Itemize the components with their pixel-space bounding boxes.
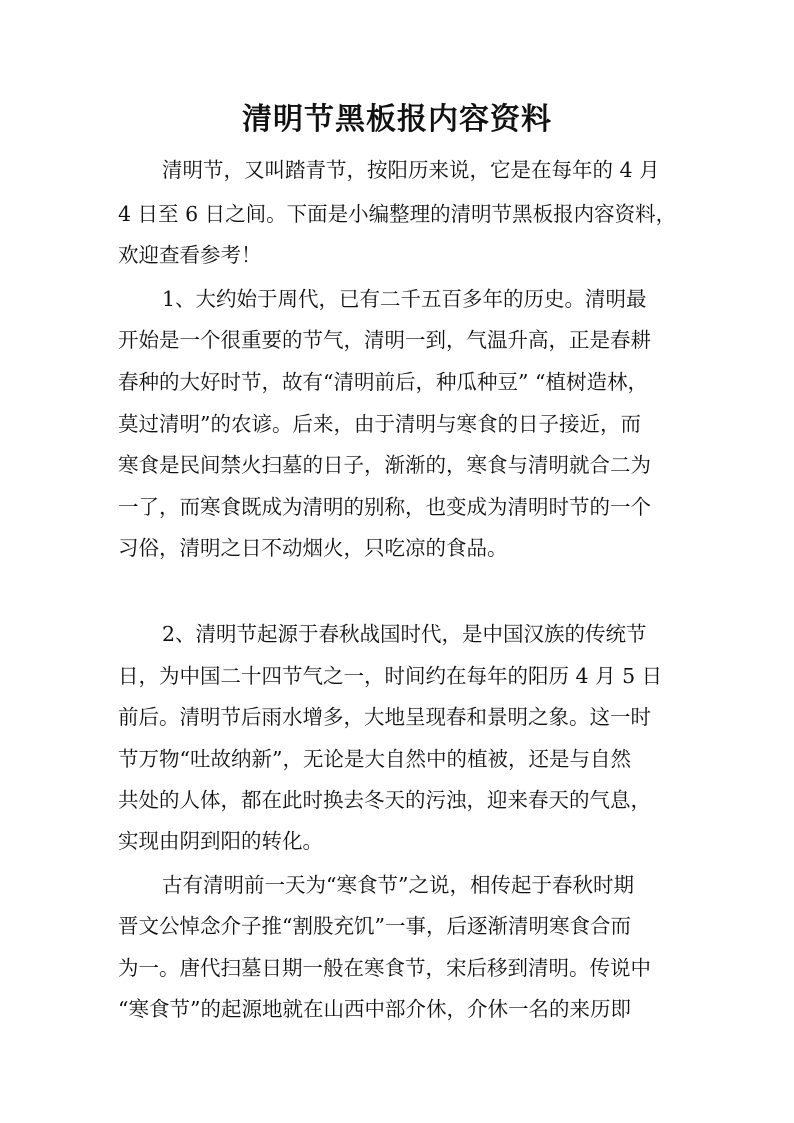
paragraph-line: 古有清明前一天为“寒食节”之说，相传起于春秋时期 xyxy=(162,873,634,897)
paragraph-line: 共处的人体，都在此时换去冬天的污浊，迎来春天的气息， xyxy=(118,788,651,812)
paragraph-line: 2、清明节起源于春秋战国时代，是中国汉族的传统节 xyxy=(162,622,647,646)
paragraph-line: 春种的大好时节，故有“清明前后，种瓜种豆” “植树造林， xyxy=(118,370,648,394)
document-title: 清明节黑板报内容资料 xyxy=(242,102,552,137)
paragraph-line: 节万物“吐故纳新”，无论是大自然中的植被，还是与自然 xyxy=(118,747,631,771)
paragraph-line: 习俗，清明之日不动烟火，只吃凉的食品。 xyxy=(118,536,508,560)
paragraph-line: 4 日至 6 日之间。下面是小编整理的清明节黑板报内容资料， xyxy=(118,202,677,226)
paragraph-line: 莫过清明”的农谚。后来，由于清明与寒食的日子接近，而 xyxy=(118,412,641,436)
paragraph-line: 前后。清明节后雨水增多，大地呈现春和景明之象。这一时 xyxy=(118,705,651,729)
paragraph-line: 寒食是民间禁火扫墓的日子，渐渐的，寒食与清明就合二为 xyxy=(118,453,651,477)
paragraph-line: 1、大约始于周代，已有二千五百多年的历史。清明最 xyxy=(162,287,647,311)
paragraph-line: 日，为中国二十四节气之一，时间约在每年的阳历 4 月 5 日 xyxy=(118,664,663,688)
paragraph-line: 晋文公悼念介子推“割股充饥”一事，后逐渐清明寒食合而 xyxy=(118,914,631,938)
paragraph-line: 欢迎查看参考！ xyxy=(118,243,262,267)
paragraph-line: 实现由阴到阳的转化。 xyxy=(118,829,323,853)
paragraph-line: 为一。唐代扫墓日期一般在寒食节，宋后移到清明。传说中 xyxy=(118,956,651,980)
paragraph-line: 开始是一个很重要的节气，清明一到，气温升高，正是春耕 xyxy=(118,328,651,352)
paragraph-line: 一了，而寒食既成为清明的别称，也变成为清明时节的一个 xyxy=(118,495,651,519)
paragraph-line: “寒食节”的起源地就在山西中部介休，介休一名的来历即 xyxy=(118,997,631,1021)
paragraph-line: 清明节，又叫踏青节，按阳历来说，它是在每年的 4 月 xyxy=(162,158,660,182)
